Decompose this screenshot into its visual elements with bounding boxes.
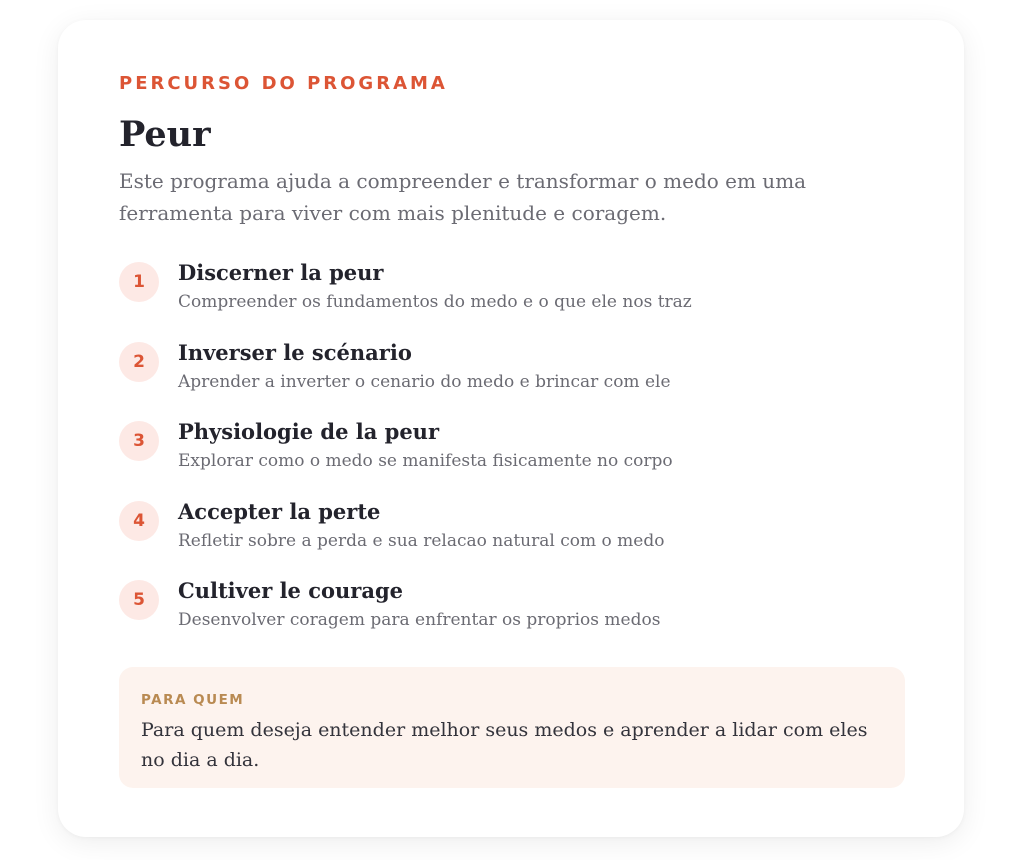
step-number-badge: 5 [119,580,159,620]
step-description: Desenvolver coragem para enfrentar os proprios medos [178,610,661,630]
step-description: Aprender a inverter o cenario do medo e brincar com ele [178,371,671,392]
program-title: Peur [119,114,211,155]
step-body [178,339,671,394]
step-description: Compreender os fundamentos do medo e o que ele nos traz [178,292,692,312]
step-title: Cultiver le courage [178,578,404,603]
audience-label: PARA QUEM [141,691,245,708]
step-title: Inverser le scénario [178,339,412,365]
step-number-badge: 1 [119,262,159,302]
step-body [178,259,692,314]
step-description: Refletir sobre a perda e sua relacao natural com o medo [178,530,665,551]
step-title: Accepter la perte [178,498,381,524]
step-number-badge: 4 [119,501,159,541]
step-body [178,577,660,632]
audience-box [119,667,905,788]
step-title: Physiologie de la peur [178,419,440,444]
step-number-badge: 3 [119,421,159,461]
step-title: Discerner la peur [178,260,384,285]
program-card [58,20,964,837]
step-item [119,498,904,578]
step-body [178,418,673,473]
step-description: Explorar como o medo se manifesta fisicamente no corpo [178,451,673,471]
program-description: Este programa ajuda a compreender e transformar o medo em uma ferramenta para viver com mais plenitude e coragem. [119,169,807,225]
step-item [119,259,904,339]
section-eyebrow: PERCURSO DO PROGRAMA [119,73,448,94]
step-body [178,498,664,553]
step-number-badge: 2 [119,342,159,382]
step-item [119,577,904,657]
audience-text: Para quem deseja entender melhor seus medos e aprender a lidar com eles no dia a dia. [141,718,868,771]
steps-list [119,259,904,657]
step-item [119,339,904,419]
step-item [119,418,904,498]
